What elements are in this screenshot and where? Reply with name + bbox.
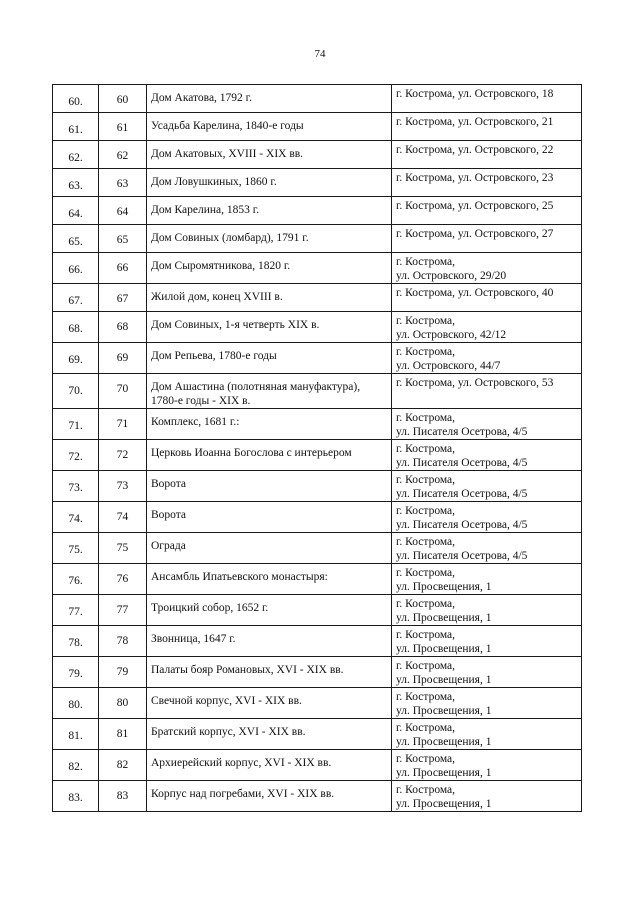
row-number-cell: 60.: [53, 85, 99, 113]
object-address-cell: г. Кострома, ул. Островского, 21: [392, 113, 582, 141]
object-address-cell: г. Кострома, ул. Просвещения, 1: [392, 781, 582, 812]
object-name-cell: Дом Акатовых, XVIII - XIX вв.: [147, 141, 392, 169]
object-name-cell: Свечной корпус, XVI - XIX вв.: [147, 688, 392, 719]
object-name-cell: Архиерейский корпус, XVI - XIX вв.: [147, 750, 392, 781]
row-number-cell: 66.: [53, 253, 99, 284]
object-address-cell: г. Кострома, ул. Просвещения, 1: [392, 750, 582, 781]
object-name-cell: Ансамбль Ипатьевского монастыря:: [147, 564, 392, 595]
object-number-cell: 70: [99, 374, 147, 409]
table-row: [53, 85, 582, 113]
object-address-cell: г. Кострома, ул. Островского, 42/12: [392, 312, 582, 343]
row-number-cell: 77.: [53, 595, 99, 626]
object-name-cell: Дом Совиных (ломбард), 1791 г.: [147, 225, 392, 253]
object-address-cell: г. Кострома, ул. Писателя Осетрова, 4/5: [392, 409, 582, 440]
object-name-cell: Дом Акатова, 1792 г.: [147, 85, 392, 113]
object-number-cell: 66: [99, 253, 147, 284]
object-address-cell: г. Кострома, ул. Островского, 53: [392, 374, 582, 409]
object-address-cell: г. Кострома, ул. Островского, 44/7: [392, 343, 582, 374]
heritage-registry-table: [52, 84, 582, 812]
object-name-cell: Церковь Иоанна Богослова с интерьером: [147, 440, 392, 471]
object-address-cell: г. Кострома, ул. Островского, 23: [392, 169, 582, 197]
row-number-cell: 75.: [53, 533, 99, 564]
object-number-cell: 76: [99, 564, 147, 595]
object-address-cell: г. Кострома, ул. Просвещения, 1: [392, 626, 582, 657]
object-number-cell: 67: [99, 284, 147, 312]
object-address-cell: г. Кострома, ул. Писателя Осетрова, 4/5: [392, 440, 582, 471]
object-number-cell: 80: [99, 688, 147, 719]
table-row: [53, 750, 582, 781]
object-name-cell: Комплекс, 1681 г.:: [147, 409, 392, 440]
row-number-cell: 61.: [53, 113, 99, 141]
object-name-cell: Дом Карелина, 1853 г.: [147, 197, 392, 225]
object-address-cell: г. Кострома, ул. Островского, 27: [392, 225, 582, 253]
object-name-cell: Братский корпус, XVI - XIX вв.: [147, 719, 392, 750]
object-name-cell: Палаты бояр Романовых, XVI - XIX вв.: [147, 657, 392, 688]
row-number-cell: 64.: [53, 197, 99, 225]
object-name-cell: Усадьба Карелина, 1840-е годы: [147, 113, 392, 141]
object-name-cell: Ворота: [147, 471, 392, 502]
object-name-cell: Дом Совиных, 1-я четверть XIX в.: [147, 312, 392, 343]
object-name-cell: Дом Ловушкиных, 1860 г.: [147, 169, 392, 197]
row-number-cell: 67.: [53, 284, 99, 312]
object-number-cell: 72: [99, 440, 147, 471]
row-number-cell: 72.: [53, 440, 99, 471]
object-address-cell: г. Кострома, ул. Просвещения, 1: [392, 719, 582, 750]
table-row: [53, 657, 582, 688]
object-address-cell: г. Кострома, ул. Писателя Осетрова, 4/5: [392, 533, 582, 564]
table-row: [53, 225, 582, 253]
row-number-cell: 71.: [53, 409, 99, 440]
object-number-cell: 81: [99, 719, 147, 750]
table-row: [53, 688, 582, 719]
object-name-cell: Дом Репьева, 1780-е годы: [147, 343, 392, 374]
object-number-cell: 79: [99, 657, 147, 688]
object-number-cell: 71: [99, 409, 147, 440]
object-name-cell: Ограда: [147, 533, 392, 564]
table-row: [53, 284, 582, 312]
object-address-cell: г. Кострома, ул. Островского, 18: [392, 85, 582, 113]
row-number-cell: 76.: [53, 564, 99, 595]
object-address-cell: г. Кострома, ул. Островского, 25: [392, 197, 582, 225]
object-name-cell: Ворота: [147, 502, 392, 533]
object-name-cell: Дом Сыромятникова, 1820 г.: [147, 253, 392, 284]
object-number-cell: 61: [99, 113, 147, 141]
table-row: [53, 312, 582, 343]
object-address-cell: г. Кострома, ул. Островского, 22: [392, 141, 582, 169]
page-number: 74: [314, 48, 326, 60]
row-number-cell: 83.: [53, 781, 99, 812]
object-address-cell: г. Кострома, ул. Просвещения, 1: [392, 564, 582, 595]
table-row: [53, 781, 582, 812]
table-row: [53, 141, 582, 169]
object-address-cell: г. Кострома, ул. Просвещения, 1: [392, 595, 582, 626]
table-row: [53, 253, 582, 284]
object-address-cell: г. Кострома, ул. Просвещения, 1: [392, 657, 582, 688]
object-number-cell: 63: [99, 169, 147, 197]
table-row: [53, 564, 582, 595]
table-row: [53, 440, 582, 471]
object-number-cell: 78: [99, 626, 147, 657]
table-row: [53, 626, 582, 657]
object-number-cell: 77: [99, 595, 147, 626]
object-number-cell: 74: [99, 502, 147, 533]
row-number-cell: 78.: [53, 626, 99, 657]
table-body: [53, 85, 582, 812]
table-row: [53, 374, 582, 409]
row-number-cell: 63.: [53, 169, 99, 197]
object-name-cell: Троицкий собор, 1652 г.: [147, 595, 392, 626]
object-number-cell: 62: [99, 141, 147, 169]
row-number-cell: 80.: [53, 688, 99, 719]
object-number-cell: 75: [99, 533, 147, 564]
row-number-cell: 68.: [53, 312, 99, 343]
table-row: [53, 113, 582, 141]
object-number-cell: 64: [99, 197, 147, 225]
object-number-cell: 60: [99, 85, 147, 113]
row-number-cell: 79.: [53, 657, 99, 688]
object-address-cell: г. Кострома, ул. Островского, 40: [392, 284, 582, 312]
table-row: [53, 409, 582, 440]
row-number-cell: 74.: [53, 502, 99, 533]
object-number-cell: 83: [99, 781, 147, 812]
object-address-cell: г. Кострома, ул. Островского, 29/20: [392, 253, 582, 284]
object-name-cell: Жилой дом, конец XVIII в.: [147, 284, 392, 312]
table-row: [53, 343, 582, 374]
object-number-cell: 73: [99, 471, 147, 502]
object-address-cell: г. Кострома, ул. Писателя Осетрова, 4/5: [392, 502, 582, 533]
table-row: [53, 719, 582, 750]
table-row: [53, 471, 582, 502]
table-row: [53, 502, 582, 533]
object-name-cell: Дом Ашастина (полотняная мануфактура), 1780-е годы - XIX в.: [147, 374, 392, 409]
table-row: [53, 533, 582, 564]
table-row: [53, 595, 582, 626]
object-name-cell: Корпус над погребами, XVI - XIX вв.: [147, 781, 392, 812]
object-number-cell: 68: [99, 312, 147, 343]
row-number-cell: 69.: [53, 343, 99, 374]
object-number-cell: 65: [99, 225, 147, 253]
table-row: [53, 197, 582, 225]
row-number-cell: 65.: [53, 225, 99, 253]
row-number-cell: 81.: [53, 719, 99, 750]
object-address-cell: г. Кострома, ул. Просвещения, 1: [392, 688, 582, 719]
object-name-cell: Звонница, 1647 г.: [147, 626, 392, 657]
object-address-cell: г. Кострома, ул. Писателя Осетрова, 4/5: [392, 471, 582, 502]
row-number-cell: 82.: [53, 750, 99, 781]
object-number-cell: 82: [99, 750, 147, 781]
row-number-cell: 73.: [53, 471, 99, 502]
table-row: [53, 169, 582, 197]
object-number-cell: 69: [99, 343, 147, 374]
row-number-cell: 70.: [53, 374, 99, 409]
row-number-cell: 62.: [53, 141, 99, 169]
